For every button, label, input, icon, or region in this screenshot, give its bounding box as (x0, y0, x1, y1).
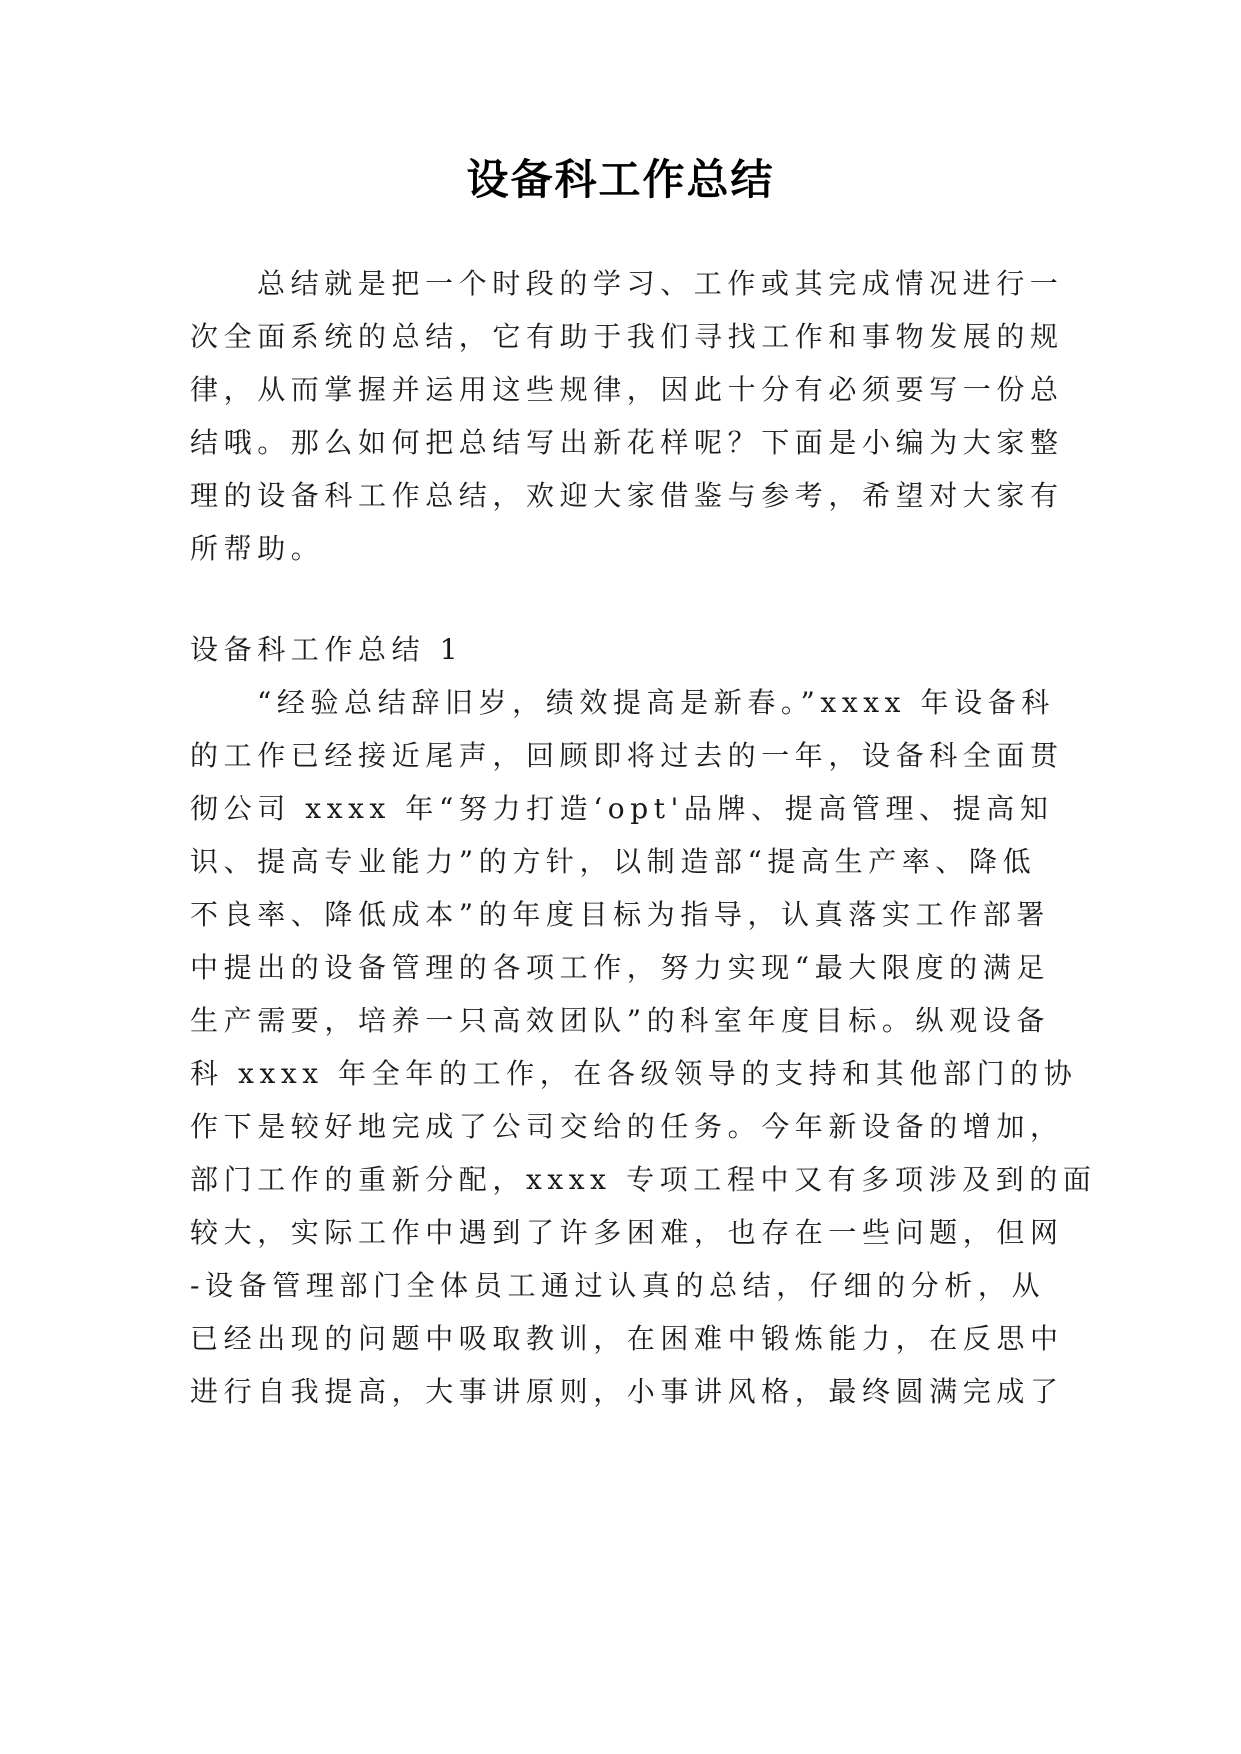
intro-line: 理的设备科工作总结，欢迎大家借鉴与参考，希望对大家有 (190, 479, 1064, 512)
body-line: 较大，实际工作中遇到了许多困难，也存在一些问题，但网 (190, 1216, 1064, 1249)
intro-line: 结哦。那么如何把总结写出新花样呢？下面是小编为大家整 (190, 426, 1064, 459)
intro-line: 律，从而掌握并运用这些规律，因此十分有必须要写一份总 (190, 373, 1064, 406)
body-line: 部门工作的重新分配，xxxx 专项工程中又有多项涉及到的面 (190, 1163, 1097, 1196)
body-line: 作下是较好地完成了公司交给的任务。今年新设备的增加， (190, 1110, 1064, 1143)
body-line: 中提出的设备管理的各项工作，努力实现“最大限度的满足 (190, 951, 1050, 984)
intro-line: 所帮助。 (190, 532, 325, 565)
body-line: 彻公司 xxxx 年“努力打造‘opt'品牌、提高管理、提高知 (190, 792, 1054, 825)
document-title: 设备科工作总结 (466, 155, 775, 204)
body-line: 识、提高专业能力”的方针，以制造部“提高生产率、降低 (190, 845, 1037, 878)
section-heading: 设备科工作总结 1 (190, 633, 464, 666)
intro-line: 次全面系统的总结，它有助于我们寻找工作和事物发展的规 (190, 320, 1064, 353)
body-line: 进行自我提高，大事讲原则，小事讲风格，最终圆满完成了 (190, 1375, 1064, 1408)
body-line: 已经出现的问题中吸取教训，在困难中锻炼能力，在反思中 (190, 1322, 1064, 1355)
intro-line: 总结就是把一个时段的学习、工作或其完成情况进行一 (257, 267, 1064, 300)
body-line: 科 xxxx 年全年的工作，在各级领导的支持和其他部门的协 (190, 1057, 1078, 1090)
body-line: -设备管理部门全体员工通过认真的总结，仔细的分析，从 (190, 1269, 1046, 1302)
body-line: 不良率、降低成本”的年度目标为指导，认真落实工作部署 (190, 898, 1050, 931)
body-line: 的工作已经接近尾声，回顾即将过去的一年，设备科全面贯 (190, 739, 1064, 772)
body-line: “经验总结辞旧岁，绩效提高是新春。”xxxx 年设备科 (257, 686, 1055, 719)
body-line: 生产需要，培养一只高效团队”的科室年度目标。纵观设备 (190, 1004, 1050, 1037)
